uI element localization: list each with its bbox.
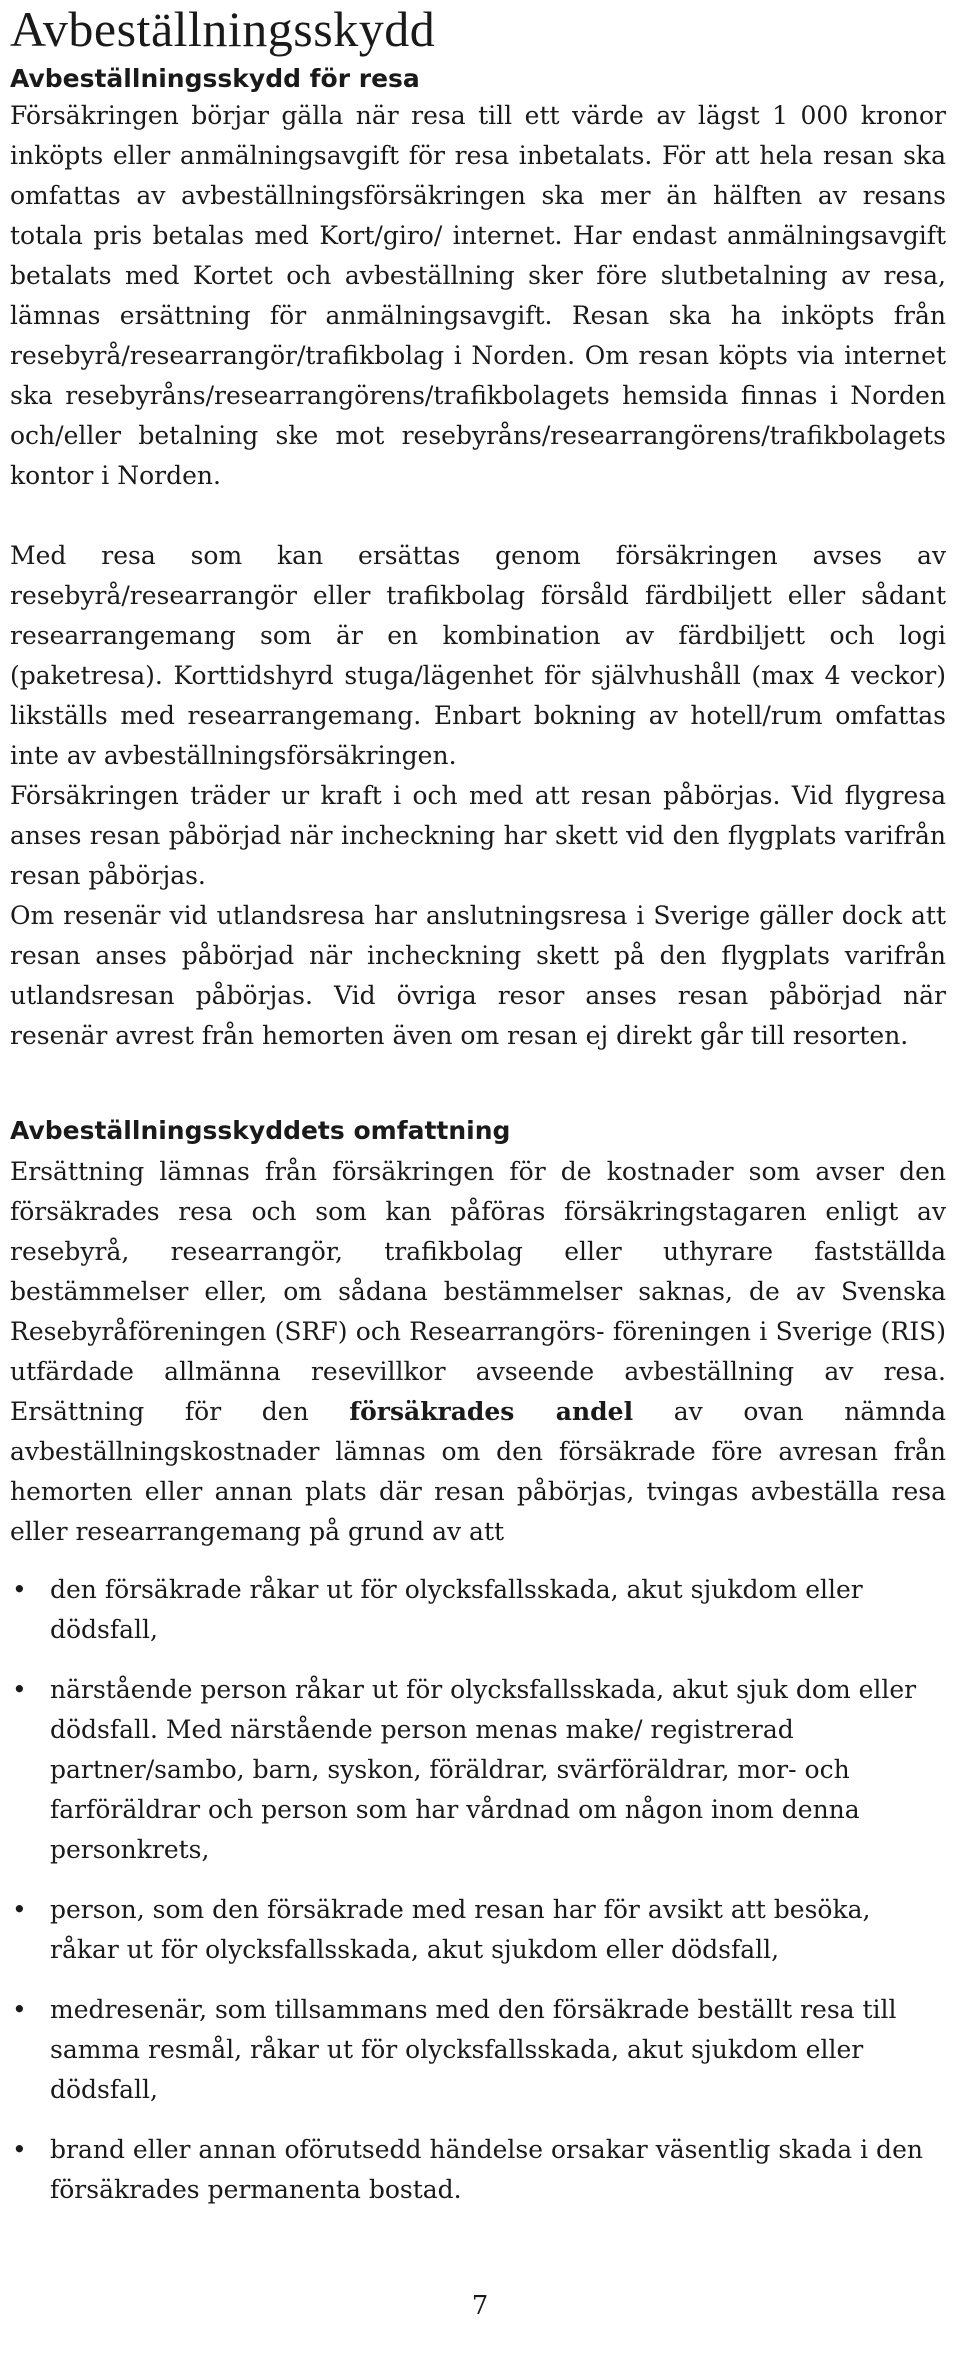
list-item-text: person, som den försäkrade med resan har för avsikt att besöka, råkar ut för olycksfallsskada, akut sjukdom eller dödsfall, xyxy=(50,1895,871,1964)
bullet-icon: • xyxy=(12,1995,27,2024)
list-item-text: medresenär, som tillsammans med den försäkrade beställt resa till samma resmål, råkar ut för olycksfallsskada, akut sjukdom eller dödsfall, xyxy=(50,1995,897,2104)
page-number: 7 xyxy=(471,2291,489,2321)
paragraph-travel-definition: Med resa som kan ersättas genom försäkringen avses av resebyrå/researrangör eller trafikbolag försåld färdbiljett eller sådant researrangemang som är en kombination av färdbiljett och logi (paketresa). Korttidshyrd stuga/lägenhet för självhushåll (max 4 veckor) likställs med researrangemang. Enbart bokning av hotell/rum omfattas inte av avbeställningsförsäkringen. xyxy=(10,541,946,770)
paragraph-coverage-start: Försäkringen börjar gälla när resa till ett värde av lägst 1 000 kronor inköpts eller anmälningsavgift för resa inbetalats. För att hela resan ska omfattas av avbeställningsförsäkringen ska mer än hälften av resans totala pris betalas med Kort/giro/ internet. Har endast anmälningsavgift betalats med Kortet och avbeställning sker före slutbetalning av resa, lämnas ersättning för anmälningsavgift. Resan ska ha inköpts från resebyrå/researrangör/trafikbolag i Norden. Om resan köpts via internet ska resebyråns/researrangörens/trafikbolagets hemsida finnas i Norden och/eller betalning ske mot resebyråns/researrangörens/trafikbolagets kontor i Norden. xyxy=(10,101,946,490)
list-item-text: närstående person råkar ut för olycksfallsskada, akut sjuk dom eller dödsfall. Med närstående person menas make/ registrerad partner/sambo, barn, syskon, föräldrar, svärföräldrar, mor- och farföräldrar och person som har vårdnad om någon inom denna personkrets, xyxy=(50,1675,917,1864)
section-heading-scope: Avbeställningsskyddets omfattning xyxy=(10,1116,511,1145)
paragraph-compensation-intro xyxy=(10,1152,946,1552)
section-heading-cancellation-cover: Avbeställningsskydd för resa xyxy=(10,64,420,93)
intro-text-part-2: av ovan nämnda avbeställningskostnader lämnas om den försäkrade före avresan från hemorten eller annan plats där resan påbörjas, tvingas avbeställa resa eller researrangemang på grund av att xyxy=(10,1397,946,1546)
conditions-list xyxy=(10,1570,946,2210)
list-item-text: den försäkrade råkar ut för olycksfallsskada, akut sjukdom eller dödsfall, xyxy=(50,1575,863,1644)
intro-text-bold: försäkrades andel xyxy=(349,1397,634,1426)
paragraph-coverage-end: Försäkringen träder ur kraft i och med att resan påbörjas. Vid flygresa anses resan påbörjad när incheckning har skett vid den flygplats varifrån resan påbörjas. xyxy=(10,781,946,890)
list-item xyxy=(10,1890,946,1970)
paragraph-connecting-travel: Om resenär vid utlandsresa har anslutningsresa i Sverige gäller dock att resan anses påbörjad när incheckning skett på den flygplats varifrån utlandsresan påbörjas. Vid övriga resor anses resan påbörjad när resenär avrest från hemorten även om resan ej direkt går till resorten. xyxy=(10,901,946,1050)
bullet-icon: • xyxy=(12,1575,27,1604)
list-item-text: brand eller annan oförutsedd händelse orsakar väsentlig skada i den försäkrades permanenta bostad. xyxy=(50,2135,923,2204)
bullet-icon: • xyxy=(12,2135,27,2164)
page-title: Avbeställningsskydd xyxy=(10,1,436,57)
intro-text-part-1: Ersättning lämnas från försäkringen för de kostnader som avser den försäkrades resa och som kan påföras försäkringstagaren enligt av resebyrå, researrangör, trafikbolag eller uthyrare fastställda bestämmelser eller, om sådana bestämmelser saknas, de av Svenska Resebyråföreningen (SRF) och Researrangörs- föreningen i Sverige (RIS) utfärdade allmänna resevillkor avseende avbeställning av resa. Ersättning för den xyxy=(10,1157,946,1426)
bullet-icon: • xyxy=(12,1895,27,1924)
bullet-icon: • xyxy=(12,1675,27,1704)
list-item xyxy=(10,1990,946,2110)
list-item xyxy=(10,1670,946,1870)
list-item xyxy=(10,2130,946,2210)
list-item xyxy=(10,1570,946,1650)
